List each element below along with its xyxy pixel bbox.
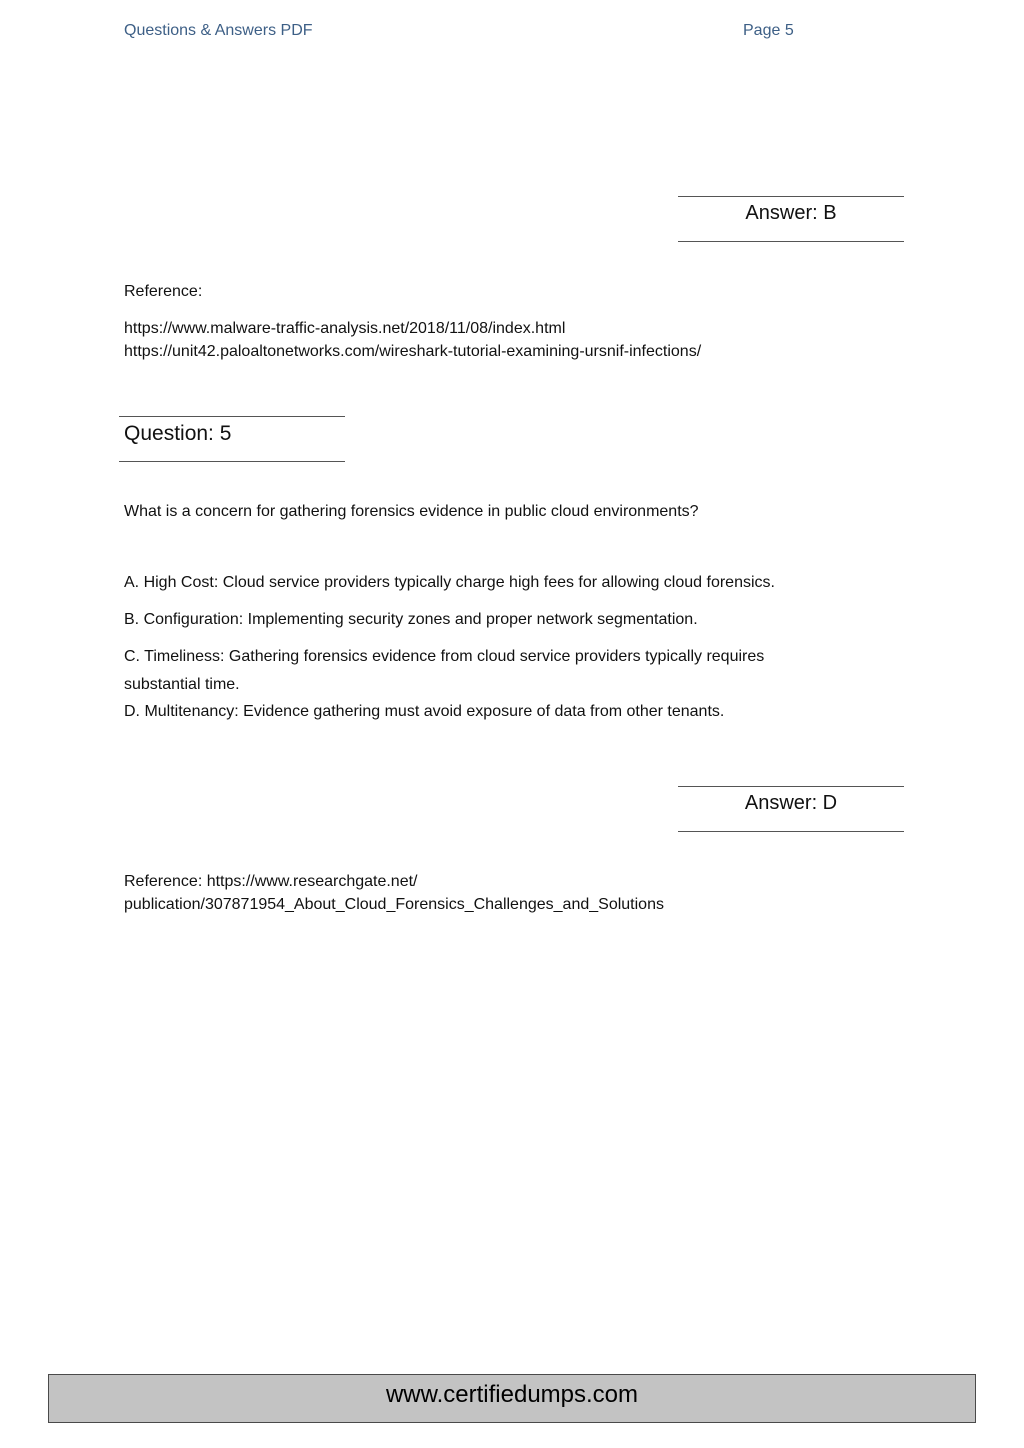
question-label: Question: 5 — [124, 422, 232, 445]
reference-line: publication/307871954_About_Cloud_Forensics_Challenges_and_Solutions — [124, 896, 664, 913]
answer-bottom-rule — [678, 241, 904, 242]
question-text: What is a concern for gathering forensics evidence in public cloud environments? — [124, 503, 699, 520]
option-d: D. Multitenancy: Evidence gathering must avoid exposure of data from other tenants. — [124, 703, 725, 720]
question-bottom-rule — [119, 461, 345, 462]
footer-banner — [48, 1374, 976, 1423]
option-c-continued: substantial time. — [124, 676, 240, 693]
document-header-title: Questions & Answers PDF — [124, 22, 313, 39]
reference-link[interactable]: https://www.malware-traffic-analysis.net/2018/11/08/index.html — [124, 320, 566, 337]
footer-website-link[interactable]: www.certifiedumps.com — [385, 1381, 639, 1408]
page-number: Page 5 — [743, 22, 794, 39]
option-a: A. High Cost: Cloud service providers typically charge high fees for allowing cloud forensics. — [124, 574, 775, 591]
option-b: B. Configuration: Implementing security zones and proper network segmentation. — [124, 611, 698, 628]
reference-label: Reference: — [124, 283, 203, 300]
answer-top-rule — [678, 786, 904, 787]
question-top-rule — [119, 416, 345, 417]
reference-link[interactable]: https://unit42.paloaltonetworks.com/wireshark-tutorial-examining-ursnif-infections/ — [124, 343, 702, 360]
answer-top-rule — [678, 196, 904, 197]
answer-label: Answer: B — [745, 202, 837, 224]
answer-bottom-rule — [678, 831, 904, 832]
reference-line: Reference: https://www.researchgate.net/ — [124, 873, 418, 890]
answer-label: Answer: D — [744, 792, 838, 814]
option-c: C. Timeliness: Gathering forensics evidence from cloud service providers typically requires — [124, 648, 765, 665]
